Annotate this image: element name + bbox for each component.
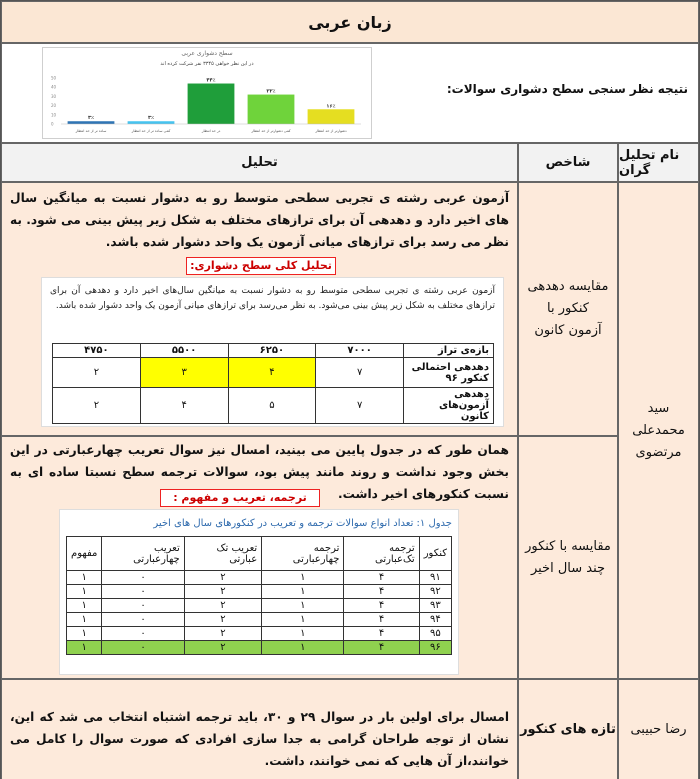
embed-text: آزمون عربی رشته ی تجربی سطحی متوسط رو به دشوار نسبت به میانگین سال‌های اخیر دارد و دهدهی آن برای ترازهای مختلف به شکل زیر پیش بینی می‌شود. به نظر می‌رسد برای ترازهای میانی آزمون یک واحد دشوار شده باشد.: [50, 286, 495, 311]
table-cell: ۰: [102, 627, 184, 641]
chart-tick: 50: [51, 75, 57, 81]
title-row: [1, 1, 699, 43]
table-cell: ۲: [184, 599, 261, 613]
chart-bar: [248, 95, 295, 124]
decile-row-a-label: دهدهی احتمالی کنکور ۹۶: [404, 358, 494, 388]
chart-value-label: ۳۲٪: [266, 88, 276, 95]
table-caption: جدول ۱: تعداد انواع سوالات ترجمه و تعریب در کنکورهای سال های اخیر: [153, 518, 452, 529]
chart-value-label: ۳٪: [87, 115, 95, 122]
analysis-paragraph-2: همان طور که در جدول پایین می بینید، امسال نیز سوال تعریب چهارعبارتی در این بخش وجود نداشت و روند مانند پیش بود، سوالات ترجمه سطح نسبتا ساده ای به نسبت کنکورهای اخیر داشت.: [10, 443, 509, 501]
chart-tick: 0: [51, 121, 54, 127]
chart-bar: [128, 121, 175, 124]
table-cell: ۷: [316, 358, 404, 388]
chart-tick: 40: [51, 84, 57, 90]
analysis-paragraph-1: آزمون عربی رشته ی تجربی سطحی متوسط رو به دشوار نسبت به میانگین سال های اخیر دارد و دهدهی آن برای ترازهای مختلف به شکل زیر پیش بینی می شود. به نظر می رسد برای ترازهای میانی آزمون یک واحد دشوار شده باشد.: [10, 191, 509, 249]
table-cell: ۱: [67, 627, 102, 641]
decile-table: [52, 343, 494, 424]
table-header: تعریب تک عبارتی: [184, 537, 261, 571]
chart-bar: [188, 84, 235, 124]
table-cell: ۰: [102, 641, 184, 655]
table-cell: ۴۷۵۰: [53, 344, 141, 358]
table-cell: ۱: [262, 627, 344, 641]
chart-value-label: ۱۶٪: [326, 103, 336, 110]
table-cell: ۴: [140, 388, 228, 424]
row-decile-comparison: [1, 182, 699, 436]
table-cell: ۱: [67, 641, 102, 655]
page-title: زبان عربی: [308, 12, 392, 32]
decile-header-label: بازه‌ی تراز: [404, 344, 494, 358]
header-analyst: نام تحلیل گران: [618, 143, 699, 182]
chart-category-label: دشوارتر از حد انتظار: [315, 129, 347, 133]
table-cell: ۰: [102, 613, 184, 627]
table-cell: ۹۲: [419, 585, 451, 599]
table-row: [67, 627, 452, 641]
index-line: کنکور با: [546, 301, 589, 316]
analyst-cell-2: [618, 679, 699, 779]
table-cell: ۲: [53, 388, 141, 424]
table-cell: ۰: [102, 571, 184, 585]
table-cell: ۱: [67, 585, 102, 599]
index-text-2: [525, 536, 611, 580]
table-cell: ۶۲۵۰: [228, 344, 316, 358]
chart-tick: 30: [51, 93, 57, 99]
table-cell: ۲: [184, 627, 261, 641]
index-line: چند سال اخیر: [530, 560, 606, 576]
table-cell: ۴: [344, 599, 419, 613]
table-cell: ۱: [67, 599, 102, 613]
table-row: [67, 537, 452, 571]
chart-subtitle: در این نظر خواهی ۳۳۴۵ نفر شرکت کرده اند: [160, 61, 254, 67]
header-row: [1, 143, 699, 182]
table-cell: ۲: [53, 358, 141, 388]
translation-section-tag: ترجمه، تعریب و مفهوم :: [160, 489, 320, 507]
decile-embed: [41, 277, 504, 427]
index-text-3: تازه های کنکور: [520, 721, 616, 737]
table-cell: ۱: [67, 613, 102, 627]
chart-category-label: ساده تر از حد انتظار: [75, 129, 107, 133]
table-row: [53, 344, 494, 358]
chart-value-label: ۳٪: [147, 115, 155, 122]
table-cell: ۴: [228, 358, 316, 388]
survey-label: نتیجه نظر سنجی سطح دشواری سوالات:: [446, 82, 688, 96]
analysis-cell-2: [1, 436, 518, 679]
chart-title: سطح دشواری عربی: [181, 50, 233, 57]
row-new-features: [1, 679, 699, 779]
table-cell: ۰: [102, 585, 184, 599]
index-cell-3: [518, 679, 618, 779]
header-analysis: تحلیل: [1, 143, 518, 182]
table-cell: ۱: [262, 599, 344, 613]
table-row: [67, 613, 452, 627]
table-cell: ۹۵: [419, 627, 451, 641]
table-row: [53, 358, 494, 388]
analyst-name-2: رضا حبیبی: [630, 722, 687, 737]
chart-category-label: کمی ساده تر از حد انتظار: [131, 129, 171, 133]
chart-bar: [308, 109, 355, 124]
table-cell: ۳: [140, 358, 228, 388]
table-cell: ۲: [184, 641, 261, 655]
translation-table: [66, 536, 452, 655]
table-cell: ۴: [344, 585, 419, 599]
row-recent-years: [1, 436, 699, 679]
chart-value-label: ۴۴٪: [206, 77, 216, 84]
table-cell: ۲: [184, 613, 261, 627]
header-index: شاخص: [518, 143, 618, 182]
table-cell: ۴: [344, 641, 419, 655]
index-line: مقایسه با کنکور: [525, 538, 611, 554]
translation-embed: [59, 509, 459, 675]
table-cell: ۱: [262, 641, 344, 655]
index-line: آزمون کانون: [534, 323, 602, 338]
table-cell: ۲: [184, 571, 261, 585]
analysis-paragraph-3: امسال برای اولین بار در سوال ۲۹ و ۳۰، باید ترجمه اشتباه انتخاب می شد که این، نشان از توجه طراحان گرامی به جدا سازی افرادی که صورت سوال را کامل می خوانند،از آن هایی که نمی خوانند، داشت.: [10, 710, 510, 768]
table-cell: ۵: [228, 388, 316, 424]
index-text-1: [528, 276, 609, 342]
table-cell: ۷۰۰۰: [316, 344, 404, 358]
table-cell: ۲: [184, 585, 261, 599]
table-cell: ۹۴: [419, 613, 451, 627]
table-cell: ۴: [344, 627, 419, 641]
table-row: [53, 388, 494, 424]
table-cell: ۵۵۰۰: [140, 344, 228, 358]
table-cell: ۱: [262, 585, 344, 599]
table-cell: ۷: [316, 388, 404, 424]
table-cell: ۹۱: [419, 571, 451, 585]
survey-cell: [1, 43, 699, 143]
table-row: [67, 585, 452, 599]
table-cell: ۱: [262, 613, 344, 627]
table-cell: ۰: [102, 599, 184, 613]
analyst-name-1: سید محمدعلی مرتضوی: [632, 400, 685, 460]
table-row-highlight: [67, 641, 452, 655]
table-row: [67, 599, 452, 613]
chart-bar: [68, 121, 115, 124]
table-cell: ۴: [344, 613, 419, 627]
index-line: مقایسه دهدهی: [527, 279, 609, 294]
index-cell-1: [518, 182, 618, 436]
analysis-cell-1: [1, 182, 518, 436]
chart-tick: 10: [51, 112, 57, 118]
table-row: [67, 571, 452, 585]
difficulty-chart: [42, 47, 372, 139]
table-header: ترجمه چهارعبارتی: [262, 537, 344, 571]
title-cell: [1, 1, 699, 43]
table-header: کنکور: [419, 537, 451, 571]
survey-row: [1, 43, 699, 143]
chart-svg: [43, 48, 371, 138]
chart-category-label: کمی دشوارتر از حد انتظار: [251, 129, 291, 133]
table-cell: ۹۶: [419, 641, 451, 655]
table-header: تعریب چهارعبارتی: [102, 537, 184, 571]
index-cell-2: [518, 436, 618, 679]
table-cell: ۹۳: [419, 599, 451, 613]
analyst-cell-1: [618, 182, 699, 679]
table-cell: ۱: [67, 571, 102, 585]
table-cell: ۴: [344, 571, 419, 585]
table-header: ترجمه تک‌عبارتی: [344, 537, 419, 571]
chart-category-label: در حد انتظار: [201, 129, 221, 133]
overall-difficulty-tag: تحلیل کلی سطح دشواری:: [186, 257, 336, 275]
table-cell: ۱: [262, 571, 344, 585]
analysis-cell-3: [1, 679, 518, 779]
chart-tick: 20: [51, 103, 57, 109]
decile-row-b-label: دهدهی آزمون‌های کانون: [404, 388, 494, 424]
table-header: مفهوم: [67, 537, 102, 571]
